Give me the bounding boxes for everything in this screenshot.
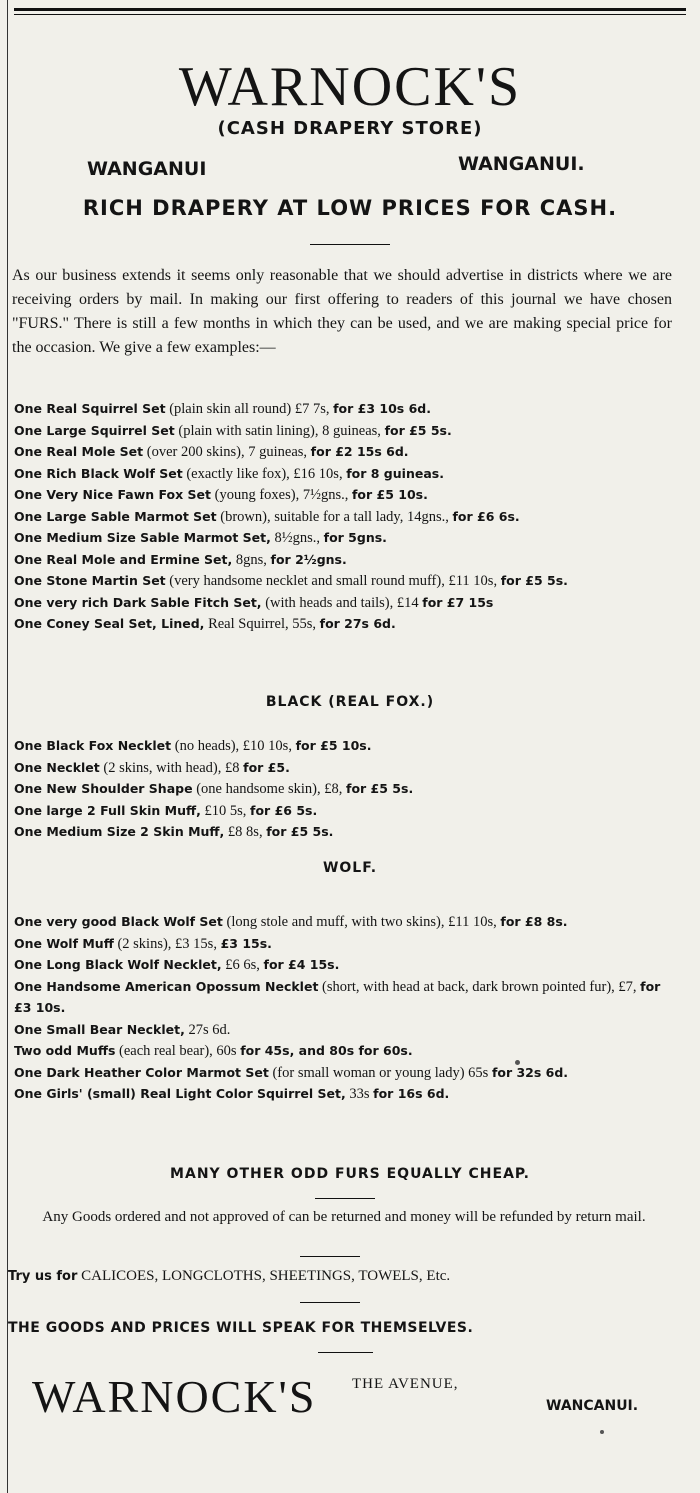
fur-item-description: (with heads and tails), £14 [261,594,423,611]
fur-item [14,614,674,636]
fur-item-description: (young foxes), 7½gns., [211,487,352,503]
fur-item [14,1020,674,1042]
divider [315,1198,375,1199]
fur-item [14,758,674,780]
fur-item-price: for £5. [243,759,290,775]
fur-item-description: (short, with head at back, dark brown pointed fur), £7, [318,978,641,995]
item-list [14,399,674,636]
intro-paragraph: As our business extends it seems only reasonable that we should advertise in districts where we are receiving orders by mail. In making our first offering to readers of this journal we have chosen "FURS." There is still a few months in which they can be used, and we are making special price for the occasion. We give a few examples:— [12,267,672,356]
fur-item-price: for £5 5s. [346,781,414,796]
fur-list-black-fox [14,736,674,844]
fur-item-description: (each real bear), 60s [115,1043,241,1059]
fur-item-description: (very handsome necklet and small round muff), £11 10s, [165,573,501,589]
fur-item-price: for £3 10s. [14,978,661,1015]
fur-item-name: One Medium Size 2 Skin Muff, [14,824,225,839]
fur-item-name: One Long Black Wolf Necklet, [14,957,222,972]
fur-item-price: for £6 5s. [250,802,318,818]
fur-item-description: £8 8s, [224,824,267,840]
fur-item-price: for £7 15s [422,594,494,610]
fur-item-price: for £5 5s. [266,824,334,839]
fur-item [14,1063,674,1085]
fur-item-name: One Real Mole Set [14,444,144,459]
section-heading-wolf: WOLF. [322,860,378,876]
fur-item [14,779,674,801]
section-heading-black-fox: BLACK (REAL FOX.) [265,694,435,710]
fur-item-price: for £6 6s. [452,508,520,524]
fur-item [14,593,674,615]
print-speck [600,1430,604,1434]
fur-item-name: One Wolf Muff [14,935,114,951]
fur-item-price: for 45s, and 80s for 60s. [240,1043,413,1058]
fur-item-description: (for small woman or young lady) 65s [268,1064,492,1081]
fur-item [14,912,674,934]
fur-item-name: One New Shoulder Shape [14,781,193,796]
fur-item-description: 33s [345,1086,374,1102]
fur-item-price: for 16s 6d. [373,1086,450,1101]
fur-item-name: One very rich Dark Sable Fitch Set, [14,594,262,610]
fur-item [14,550,674,572]
fur-item [14,507,674,529]
top-rule-thick [14,8,686,11]
fur-item [14,822,674,844]
try-us-line [8,1268,450,1285]
footer-town: WANCANUI. [546,1398,639,1414]
fur-item [14,571,674,593]
fur-item-name: One Small Bear Necklet, [14,1021,185,1037]
footer-store-title: WARNOCK'S [32,1371,317,1422]
fur-item-name: One Rich Black Wolf Set [14,465,183,481]
fur-item-price: for £5 5s. [500,573,568,588]
print-speck [515,1060,520,1065]
fur-item [14,801,674,823]
fur-item-name: Two odd Muffs [14,1043,116,1058]
try-us-goods: CALICOES, LONGCLOTHS, SHEETINGS, TOWELS, Etc. [81,1268,451,1284]
fur-item [14,955,674,977]
many-other-furs: MANY OTHER ODD FURS EQUALLY CHEAP. [170,1166,530,1182]
fur-item-name: One Girls' (small) Real Light Color Squirrel Set, [14,1086,346,1101]
town-right: WANGANUI. [458,153,585,175]
fur-item-description: £6 6s, [221,957,264,973]
store-subtitle: (CASH DRAPERY STORE) [217,118,483,139]
fur-item-price: £3 15s. [220,935,272,951]
fur-item [14,528,674,550]
slogan: THE GOODS AND PRICES WILL SPEAK FOR THEMSELVES. [8,1320,474,1336]
divider [310,244,390,245]
fur-item [14,736,674,758]
fur-item-price: for 5gns. [323,530,387,545]
fur-item-name: One Dark Heather Color Marmot Set [14,1064,269,1080]
fur-item [14,977,674,1020]
fur-item-name: One Very Nice Fawn Fox Set [14,487,212,502]
fur-item [14,399,674,421]
fur-item-description: Real Squirrel, 55s, [204,616,320,632]
fur-item [14,1084,674,1106]
fur-item-price: for £4 15s. [263,957,340,972]
divider [300,1302,360,1303]
item-list [14,912,674,1106]
fur-item-description: (2 skins, with head), £8 [99,759,244,776]
top-rule-thin [14,14,686,15]
footer-address: THE AVENUE, [352,1376,459,1392]
fur-item-description: (over 200 skins), 7 guineas, [143,444,311,460]
fur-item [14,934,674,956]
fur-item [14,485,674,507]
item-list [14,736,674,844]
fur-item-name: One Medium Size Sable Marmot Set, [14,530,271,545]
fur-item-name: One Black Fox Necklet [14,738,172,753]
fur-item-name: One Large Sable Marmot Set [14,508,217,524]
divider [300,1256,360,1257]
fur-item-name: One Stone Martin Set [14,573,166,588]
fur-item-description: (brown), suitable for a tall lady, 14gns., [216,508,453,525]
town-left: WANGANUI [87,158,207,180]
fur-item-description: (plain with satin lining), 8 guineas, [174,422,385,439]
fur-item-name: One large 2 Full Skin Muff, [14,802,201,818]
returns-note: Any Goods ordered and not approved of can be returned and money will be refunded by return mail. [42,1209,646,1225]
fur-item-price: for £5 10s. [351,487,428,502]
fur-item-price: for £5 10s. [295,738,372,753]
fur-list-wolf [14,912,674,1106]
divider [318,1352,373,1353]
fur-item-price: for £8 8s. [500,914,568,929]
fur-item [14,1041,674,1063]
fur-item-description: £10 5s, [200,802,251,819]
fur-item-name: One very good Black Wolf Set [14,914,223,929]
fur-item-description: 27s 6d. [184,1021,231,1038]
fur-item-price: for 2½gns. [270,551,347,567]
fur-item-description: (one handsome skin), £8, [192,781,347,797]
fur-item-description: (2 skins), £3 15s, [113,935,221,952]
fur-item-price: for 8 guineas. [346,465,444,481]
fur-item-description: 8½gns., [270,530,324,546]
fur-item-name: One Handsome American Opossum Necklet [14,978,319,994]
fur-item-price: for £3 10s 6d. [333,401,431,416]
fur-item-description: (plain skin all round) £7 7s, [165,401,334,417]
fur-item-price: for £2 15s 6d. [310,444,409,459]
fur-item-description: (exactly like fox), £16 10s, [182,465,347,482]
fur-item [14,421,674,443]
fur-item-name: One Real Squirrel Set [14,401,166,416]
fur-item-name: One Large Squirrel Set [14,422,175,438]
fur-item [14,442,674,464]
fur-list-general [14,399,674,636]
store-title: WARNOCK'S [178,56,522,118]
headline: RICH DRAPERY AT LOW PRICES FOR CASH. [82,196,618,220]
fur-item-name: One Coney Seal Set, Lined, [14,616,205,631]
fur-item-price: for £5 5s. [384,422,452,438]
fur-item [14,464,674,486]
fur-item-description: 8gns, [232,551,271,568]
fur-item-description: (long stole and muff, with two skins), £11 10s, [222,914,501,930]
fur-item-description: (no heads), £10 10s, [171,738,296,754]
fur-item-price: for 27s 6d. [319,616,396,631]
try-us-lead: Try us for [8,1269,78,1284]
fur-item-name: One Real Mole and Ermine Set, [14,551,233,567]
fur-item-name: One Necklet [14,759,100,775]
fur-item-price: for 32s 6d. [491,1064,569,1080]
